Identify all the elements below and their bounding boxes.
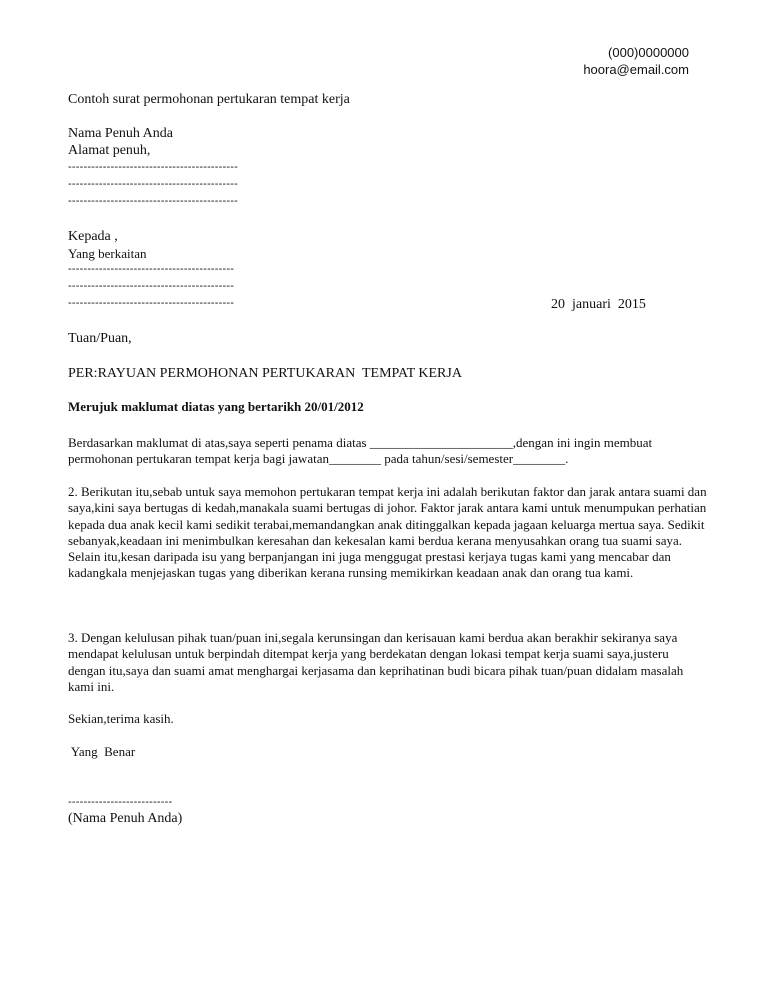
contact-email: hoora@email.com [583, 62, 689, 77]
sender-address-line: -------------------------------------------- [68, 195, 238, 207]
sender-address-label: Alamat penuh, [68, 143, 151, 158]
body-paragraph-2: 2. Berikutan itu,sebab untuk saya memohon pertukaran tempat kerja ini adalah berikutan faktor dan jarak antara suami dan saya,kini saya bertugas di kedah,manakala suami bertugas di johor. Faktor jarak antara kami untuk menumpukan perhatian kepada dua anak kecil kami sedikit terabai,memandangkan anak ditinggalkan kepada jagaan keluarga mertua saya. Sedikit sebanyak,keadaan ini menimbulkan keresahan dan kekesalan kami berdua kerana menyusahkan orang tua suami saya. Selain itu,kesan daripada isu yang berpanjangan ini juga menggugat prestasi kerjaya tugas kami yang mencabar dan kadangkala menjejaskan tugas yang diberikan kerana runsing memikirkan keadaan anak dan orang tua kami. [68, 484, 707, 581]
letter-subject: PER:RAYUAN PERMOHONAN PERTUKARAN TEMPAT KERJA [68, 366, 462, 381]
sign-off: Yang Benar [68, 744, 136, 759]
recipient-to-label: Kepada , [68, 229, 118, 244]
document-title: Contoh surat permohonan pertukaran tempat kerja [68, 92, 350, 107]
sender-address-line: -------------------------------------------- [68, 178, 238, 190]
signature-line: --------------------------- [68, 796, 173, 808]
sender-name: Nama Penuh Anda [68, 126, 173, 141]
sender-address-line: -------------------------------------------- [68, 161, 238, 173]
salutation: Tuan/Puan, [68, 331, 132, 346]
closing-text: Sekian,terima kasih. [68, 711, 174, 726]
signature-name: (Nama Penuh Anda) [68, 811, 183, 826]
reference-line: Merujuk maklumat diatas yang bertarikh 20/01/2012 [68, 399, 364, 414]
letter-date: 20 januari 2015 [551, 297, 646, 312]
recipient-address-line: ------------------------------------------- [68, 263, 235, 275]
contact-phone: (000)0000000 [608, 45, 689, 60]
body-paragraph-1: Berdasarkan maklumat di atas,saya seperti penama diatas ______________________,dengan ini ingin membuat permohonan pertukaran tempat kerja bagi jawatan________ pada tahun/sesi/semester________. [68, 435, 653, 467]
recipient-address-line: ------------------------------------------- [68, 297, 235, 309]
recipient-address-line: ------------------------------------------- [68, 280, 235, 292]
recipient-name: Yang berkaitan [68, 246, 147, 261]
body-paragraph-3: 3. Dengan kelulusan pihak tuan/puan ini,segala kerunsingan dan kerisauan kami berdua akan berakhir sekiranya saya mendapat kelulusan untuk berpindah ditempat kerja yang berdekatan dengan lokasi tempat kerja suami saya,justeru dengan itu,saya dan suami amat menghargai kerjasama dan keprihatinan budi bicara pihak tuan/puan didalam masalah kami ini. [68, 630, 684, 694]
